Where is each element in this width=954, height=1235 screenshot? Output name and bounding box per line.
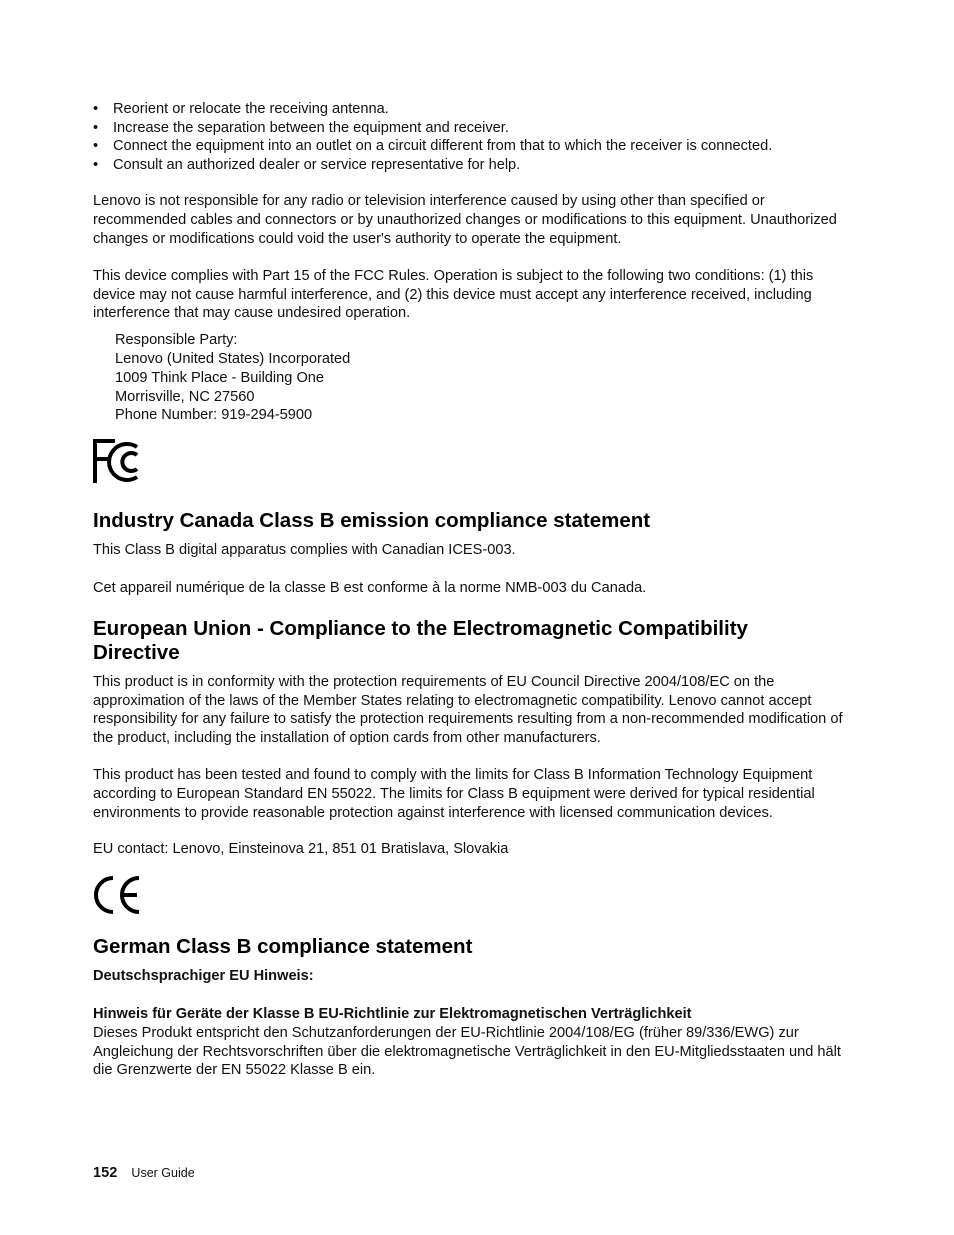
fcc-logo-icon — [93, 439, 853, 487]
bullet-list — [93, 100, 853, 174]
party-address-2: Morrisville, NC 27560 — [115, 388, 255, 405]
list-item: • Connect the equipment into an outlet on a circuit different from that to which the receiver is connected. — [93, 137, 853, 156]
german-heading: German Class B compliance statement — [93, 935, 473, 959]
canada-heading: Industry Canada Class B emission compliance statement — [93, 509, 651, 533]
list-item: • Increase the separation between the equipment and receiver. — [93, 119, 853, 138]
party-label: Responsible Party: — [115, 332, 238, 349]
party-company: Lenovo (United States) Incorporated — [115, 350, 351, 367]
german-subheading-2: Hinweis für Geräte der Klasse B EU-Richtlinie zur Elektromagnetischen Verträglichkeit — [93, 1005, 692, 1022]
list-item: • Reorient or relocate the receiving antenna. — [93, 100, 853, 119]
fcc-paragraph: This device complies with Part 15 of the FCC Rules. Operation is subject to the following two conditions: (1) this device may not cause harmful interference, and (2) this device must accept any interference received, including interference that may cause undesired operation. — [93, 267, 814, 322]
document-page — [93, 100, 853, 1080]
ce-mark-icon — [93, 875, 853, 915]
eu-paragraph-1: This product is in conformity with the protection requirements of EU Council Directive 2004/108/EC on the approximation of the laws of the Member States relating to electromagnetic compatibility. Lenovo cannot accept responsibility for any failure to satisfy the protection requirements resulting from a non-recommended modification of the product, including the installation of option cards from other manufacturers. — [93, 673, 843, 747]
list-item: • Consult an authorized dealer or service representative for help. — [93, 156, 853, 175]
german-paragraph: Dieses Produkt entspricht den Schutzanforderungen der EU-Richtlinie 2004/108/EG (früher 89/336/EWG) zur Angleichung der Rechtsvorschriften über die elektromagnetische Verträglichkeit in den EU-Mitgliedsstaaten und hält die Grenzwerte der EN 55022 Klasse B ein. — [93, 1024, 841, 1079]
eu-contact: EU contact: Lenovo, Einsteinova 21, 851 01 Bratislava, Slovakia — [93, 841, 509, 858]
canada-paragraph-2: Cet appareil numérique de la classe B est conforme à la norme NMB-003 du Canada. — [93, 579, 647, 596]
canada-paragraph-1: This Class B digital apparatus complies with Canadian ICES-003. — [93, 542, 516, 559]
eu-heading-line-1: European Union - Compliance to the Electromagnetic Compatibility — [93, 616, 748, 640]
eu-heading-line-2: Directive — [93, 640, 180, 664]
party-address-1: 1009 Think Place - Building One — [115, 369, 325, 386]
party-phone: Phone Number: 919-294-5900 — [115, 407, 313, 424]
eu-paragraph-2: This product has been tested and found to comply with the limits for Class B Information Technology Equipment according to European Standard EN 55022. The limits for Class B equipment were derived for typical residential environments to provide reasonable protection against interference with licensed communication devices. — [93, 766, 815, 821]
responsible-party — [93, 331, 853, 425]
page-number: 152 — [93, 1165, 118, 1181]
lenovo-paragraph: Lenovo is not responsible for any radio or television interference caused by using other than specified or recommended cables and connectors or by unauthorized changes or modifications to this equipment. Unauthorized changes or modifications could void the user's authority to operate the equipment. — [93, 193, 837, 247]
guide-title: User Guide — [131, 1166, 195, 1180]
eu-heading — [93, 617, 853, 665]
page-footer — [93, 1165, 195, 1181]
german-subheading-1: Deutschsprachiger EU Hinweis: — [93, 968, 314, 985]
